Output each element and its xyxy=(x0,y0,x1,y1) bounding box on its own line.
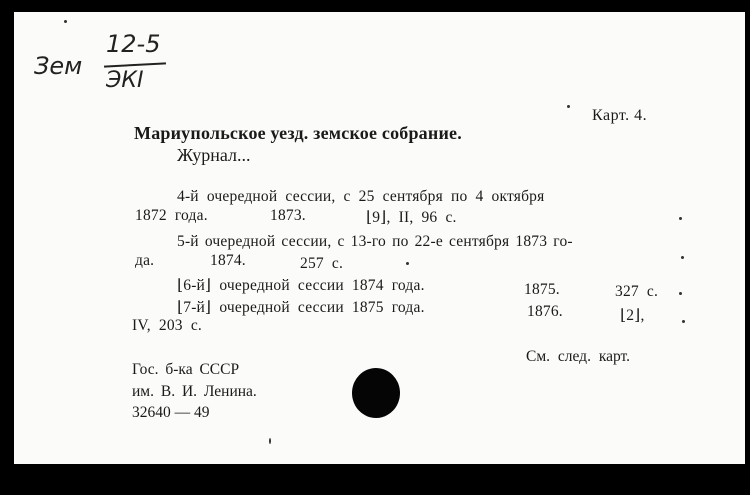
entry-1-year: 1873. xyxy=(270,207,306,224)
entry-3-pages: 327 с. xyxy=(615,283,659,300)
entry-2-line-1: 5-й очередной сессии, с 13-го по 22-е сентября 1873 го- xyxy=(177,233,573,250)
card-subtitle: Журнал... xyxy=(177,145,251,165)
entry-4-pages: ⌊2⌋, xyxy=(620,307,645,324)
entry-1-line-2-start: 1872 года. xyxy=(135,207,208,224)
punch-hole xyxy=(352,368,400,418)
entry-2-year: 1874. xyxy=(210,252,246,269)
entry-3-year: 1875. xyxy=(524,281,560,298)
card-title: Мариупольское уезд. земское собрание. xyxy=(134,123,462,143)
speck xyxy=(679,292,682,295)
entry-2-pages: 257 с. xyxy=(300,255,344,272)
see-next-card: См. след. карт. xyxy=(526,348,631,365)
entry-1-line-1: 4-й очередной сессии, с 25 сентября по 4 октября xyxy=(177,188,545,205)
fraction-line xyxy=(104,62,166,67)
speck xyxy=(269,438,271,444)
speck xyxy=(406,262,409,265)
entry-4-line-1: ⌊7-й⌋ очередной сессии 1875 года. xyxy=(177,299,425,316)
handwritten-mark: Зем xyxy=(34,52,83,80)
entry-3-line-1: ⌊6-й⌋ очередной сессии 1874 года. xyxy=(177,277,425,294)
library-line-1: Гос. б-ка СССР xyxy=(132,361,240,378)
entry-4-line-2: IV, 203 с. xyxy=(132,317,202,334)
speck xyxy=(567,105,570,108)
entry-4-year: 1876. xyxy=(527,303,563,320)
entry-2-line-2-start: да. xyxy=(135,252,155,269)
speck xyxy=(64,20,67,23)
card-number: Карт. 4. xyxy=(592,107,648,124)
handwritten-number-bottom: ЭКI xyxy=(106,68,144,93)
speck xyxy=(681,256,684,259)
speck xyxy=(682,320,685,323)
library-line-3: 32640 — 49 xyxy=(132,404,210,421)
catalog-card xyxy=(14,12,745,464)
speck xyxy=(679,217,682,220)
entry-1-pages: ⌊9⌋, II, 96 с. xyxy=(366,209,457,226)
handwritten-number-top: 12-5 xyxy=(106,30,161,58)
library-line-2: им. В. И. Ленина. xyxy=(132,383,257,400)
